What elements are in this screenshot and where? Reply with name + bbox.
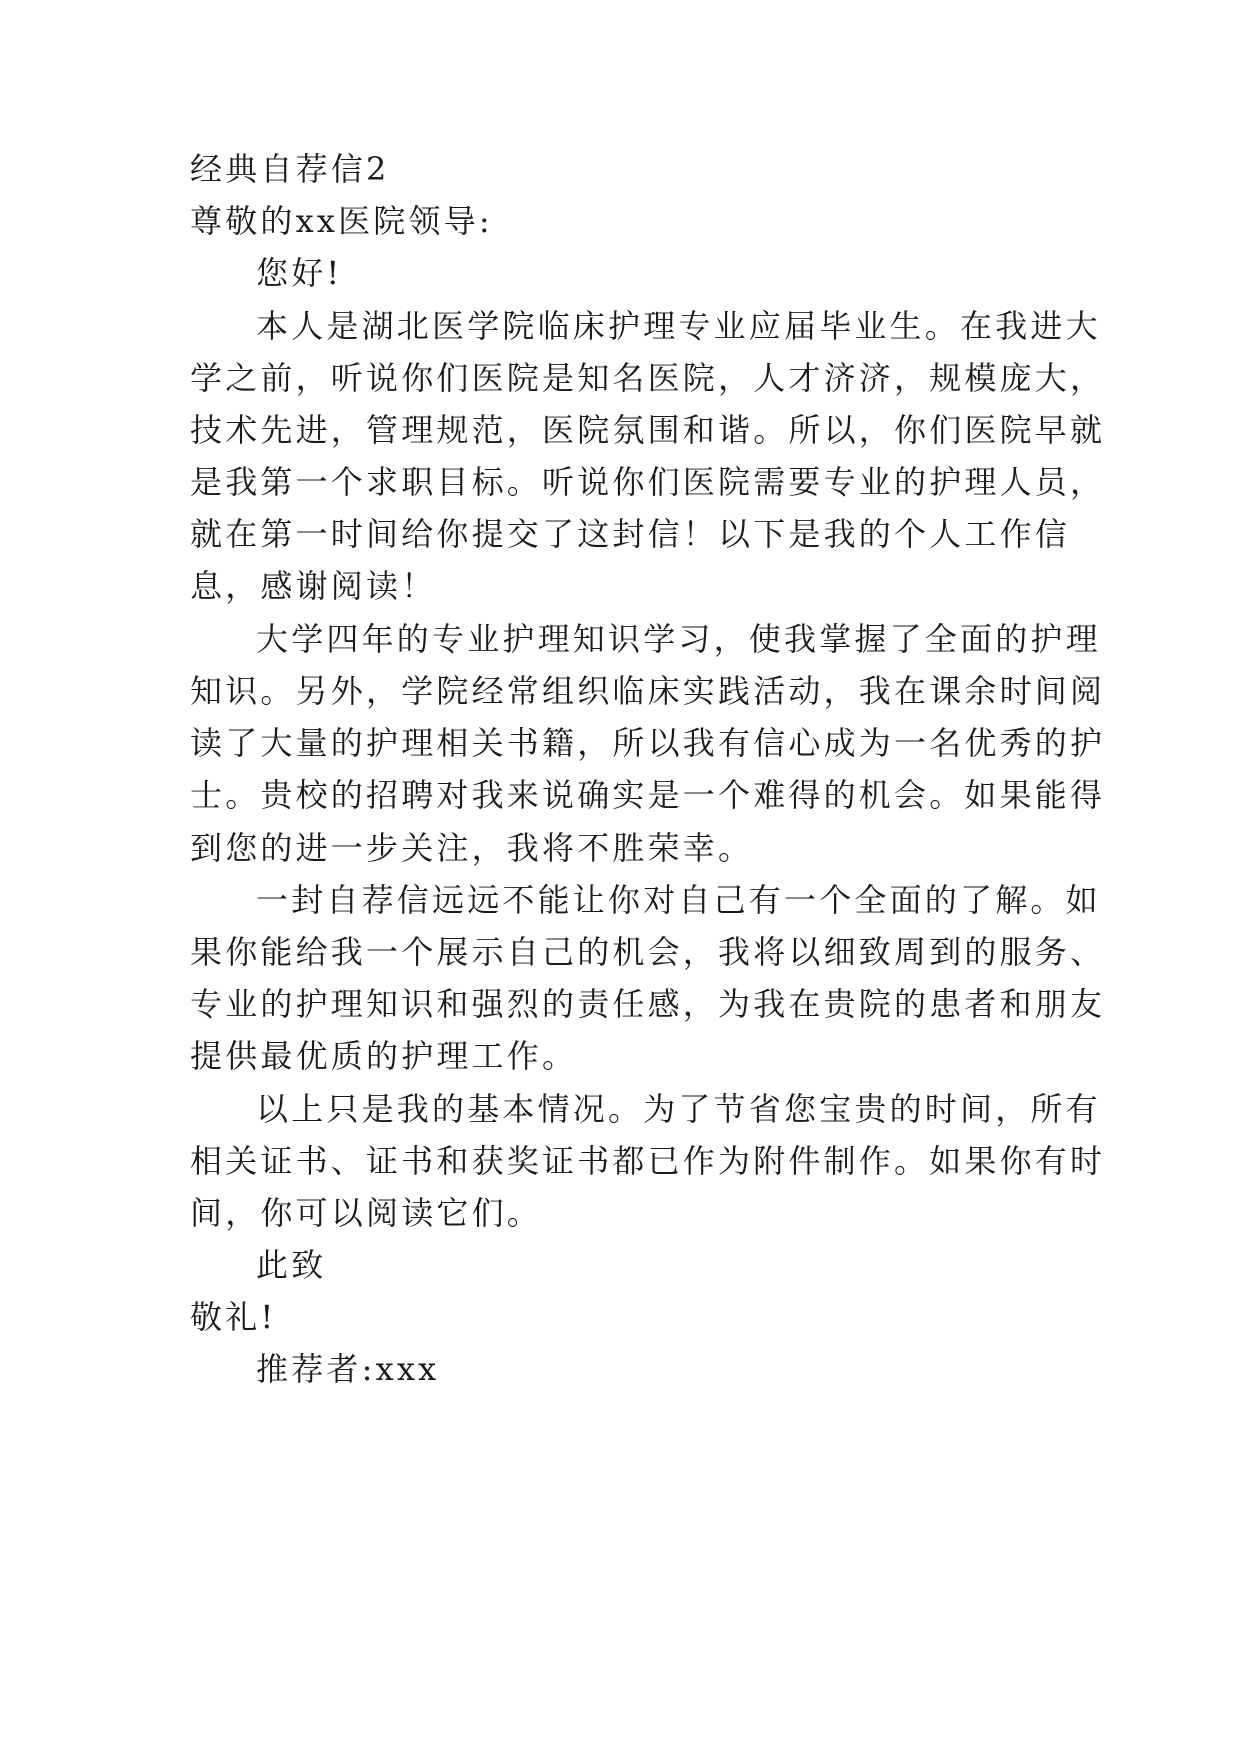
paragraph-line: 相关证书、证书和获奖证书都已作为附件制作。如果你有时: [190, 1142, 1106, 1180]
paragraph-line: 技术先进，管理规范，医院氛围和谐。所以，你们医院早就: [190, 411, 1106, 449]
paragraph-line: 到您的进一步关注，我将不胜荣幸。: [190, 829, 754, 867]
document-title: 经典自荐信2: [190, 150, 390, 188]
paragraph-line: 读了大量的护理相关书籍，所以我有信心成为一名优秀的护: [190, 724, 1106, 762]
paragraph-line: 是我第一个求职目标。听说你们医院需要专业的护理人员，: [190, 463, 1106, 501]
paragraph-line: 以上只是我的基本情况。为了节省您宝贵的时间，所有: [256, 1090, 1101, 1128]
paragraph-line: 一封自荐信远远不能让你对自己有一个全面的了解。如: [256, 881, 1101, 919]
paragraph-line: 提供最优质的护理工作。: [190, 1037, 578, 1075]
paragraph-line: 果你能给我一个展示自己的机会，我将以细致周到的服务、: [190, 933, 1106, 971]
signature: 推荐者:xxx: [256, 1350, 440, 1388]
paragraph-line: 士。贵校的招聘对我来说确实是一个难得的机会。如果能得: [190, 776, 1106, 814]
paragraph-line: 就在第一时间给你提交了这封信！以下是我的个人工作信: [190, 515, 1071, 553]
paragraph-line: 大学四年的专业护理知识学习，使我掌握了全面的护理: [256, 620, 1101, 658]
greeting: 您好!: [256, 254, 343, 292]
paragraph-line: 知识。另外，学院经常组织临床实践活动，我在课余时间阅: [190, 672, 1106, 710]
paragraph-line: 间，你可以阅读它们。: [190, 1194, 543, 1232]
paragraph-line: 专业的护理知识和强烈的责任感，为我在贵院的患者和朋友: [190, 985, 1106, 1023]
paragraph-line: 学之前，听说你们医院是知名医院，人才济济，规模庞大，: [190, 359, 1106, 397]
closing-ci-zhi: 此致: [256, 1246, 327, 1284]
paragraph-line: 息，感谢阅读！: [190, 567, 437, 605]
salutation: 尊敬的xx医院领导:: [190, 202, 493, 240]
paragraph-line: 本人是湖北医学院临床护理专业应届毕业生。在我进大: [256, 307, 1101, 345]
closing-jing-li: 敬礼!: [190, 1298, 277, 1336]
